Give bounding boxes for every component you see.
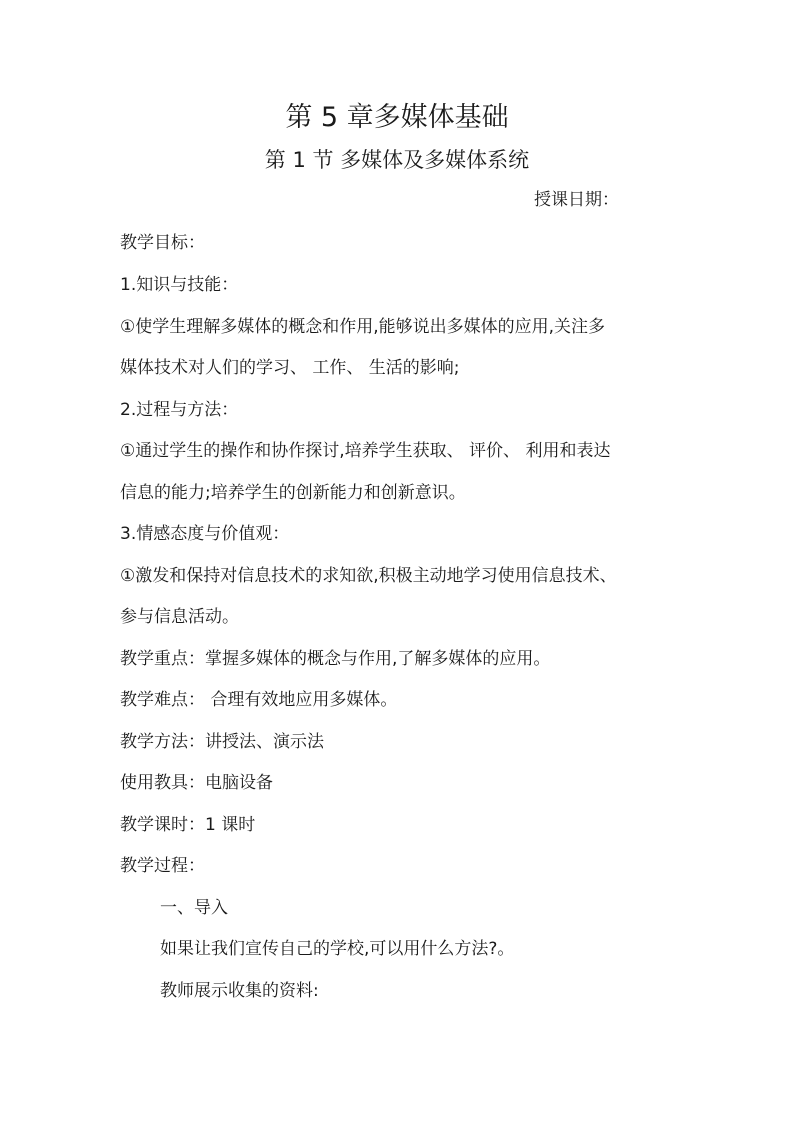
knowledge-skills-text-2: 媒体技术对人们的学习、 工作、 生活的影响; [120, 358, 460, 378]
key-points: 教学重点：掌握多媒体的概念与作用,了解多媒体的应用。 [120, 649, 551, 669]
introduction-heading: 一、导入 [160, 898, 228, 918]
teaching-methods: 教学方法：讲授法、演示法 [120, 732, 324, 752]
class-hours: 教学课时：1 课时 [120, 815, 256, 835]
introduction-question: 如果让我们宣传自己的学校,可以用什么方法?。 [160, 939, 515, 959]
attitude-values-heading: 3.情感态度与价值观： [120, 524, 290, 544]
section-title: 第 1 节 多媒体及多媒体系统 [264, 148, 530, 172]
difficult-points: 教学难点： 合理有效地应用多媒体。 [120, 690, 398, 710]
attitude-values-text-1: ①激发和保持对信息技术的求知欲,积极主动地学习使用信息技术、 [120, 566, 617, 586]
knowledge-skills-heading: 1.知识与技能： [120, 275, 239, 295]
teaching-aids: 使用教具：电脑设备 [120, 773, 273, 793]
process-methods-text-2: 信息的能力;培养学生的创新能力和创新意识。 [120, 483, 466, 503]
teaching-objectives-heading: 教学目标： [120, 233, 205, 253]
teacher-materials: 教师展示收集的资料: [160, 981, 319, 1001]
chapter-title: 第 5 章多媒体基础 [285, 102, 509, 133]
lesson-date-label: 授课日期： [534, 190, 619, 210]
process-methods-heading: 2.过程与方法： [120, 400, 239, 420]
attitude-values-text-2: 参与信息活动。 [120, 607, 239, 627]
teaching-process-heading: 教学过程： [120, 856, 205, 876]
process-methods-text-1: ①通过学生的操作和协作探讨,培养学生获取、 评价、 利用和表达 [120, 441, 611, 461]
knowledge-skills-text-1: ①使学生理解多媒体的概念和作用,能够说出多媒体的应用,关注多 [120, 317, 606, 337]
